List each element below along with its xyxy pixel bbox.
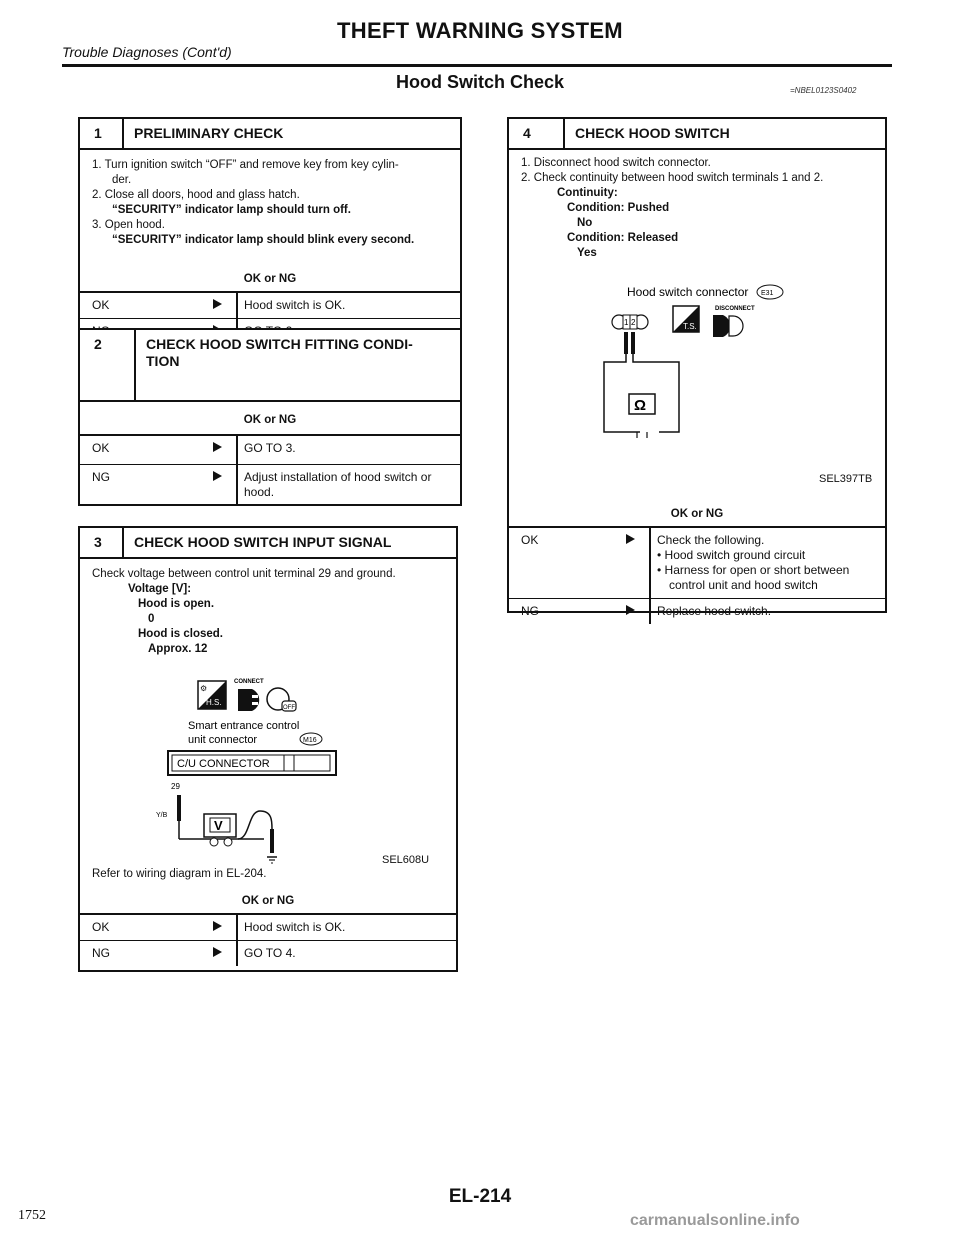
step-title-line: TION [146, 353, 180, 369]
instruction-line: Condition: Pushed [567, 202, 670, 214]
ng-row [509, 599, 885, 624]
tester-icon [198, 681, 226, 709]
connector-plug-icon [234, 679, 264, 711]
step-3-header [80, 528, 456, 559]
ng-result: Replace hood switch. [649, 599, 885, 624]
pin-number: 2 [631, 318, 636, 327]
ignition-off-icon [267, 688, 296, 711]
ok-or-ng-label: OK or NG [80, 883, 456, 915]
sheet-number: 1752 [18, 1208, 46, 1223]
tester-icon [673, 306, 699, 332]
step-4-box [507, 117, 887, 618]
ng-result-line: Adjust installation of hood switch or [244, 470, 432, 484]
ts-label: T.S. [683, 322, 697, 331]
ok-result [649, 528, 885, 598]
figure-ref: SEL608U [382, 854, 430, 866]
ok-or-ng-label: OK or NG [80, 269, 460, 293]
instruction-line: Voltage [V]: [128, 583, 192, 595]
connect-label: CONNECT [234, 679, 264, 685]
instruction-line: 2. Check continuity between hood switch terminals 1 and 2. [521, 172, 824, 184]
connector-code: M16 [303, 737, 317, 744]
instruction-line: der. [112, 174, 132, 186]
instruction-line: Yes [577, 247, 597, 259]
section-heading: Hood Switch Check [395, 72, 565, 92]
step-title: PRELIMINARY CHECK [134, 125, 284, 141]
instruction-line: 1. Disconnect hood switch connector. [521, 157, 711, 169]
instruction-line: 2. Close all doors, hood and glass hatch. [92, 189, 300, 201]
ng-result: GO TO 4. [236, 941, 456, 966]
instruction-line: Hood is closed. [138, 628, 223, 640]
instruction-line: 0 [148, 613, 155, 625]
ok-row [80, 436, 460, 465]
arrow-right-icon [213, 442, 222, 452]
step-3-box [78, 526, 458, 972]
pin-number: 1 [624, 318, 629, 327]
cu-connector-label: C/U CONNECTOR [177, 758, 270, 770]
ok-result: GO TO 3. [236, 436, 460, 464]
diagram-caption: unit connector [188, 734, 258, 746]
meter-label: Ω [634, 397, 647, 414]
step-title: CHECK HOOD SWITCH [575, 125, 730, 141]
arrow-right-icon [213, 471, 222, 481]
wiring-reference: Refer to wiring diagram in EL-204. [92, 868, 267, 880]
terminal-number: 29 [171, 782, 180, 791]
page-number: EL-214 [448, 1186, 512, 1207]
arrow-right-icon [626, 534, 635, 544]
step-number: 2 [80, 330, 136, 400]
step-number: 3 [80, 528, 124, 557]
step-4-instructions [509, 150, 885, 506]
page-title: THEFT WARNING SYSTEM [337, 18, 623, 43]
instruction-line: “SECURITY” indicator lamp should blink every second. [112, 234, 415, 246]
figure-ref: SEL397TB [819, 473, 873, 485]
svg-text:⚙: ⚙ [200, 684, 208, 693]
ng-result-line: hood. [244, 485, 275, 499]
step-number: 4 [509, 119, 565, 148]
instruction-line: No [577, 217, 593, 229]
ok-result: Hood switch is OK. [236, 915, 456, 940]
continuity-check-diagram [589, 282, 829, 482]
ok-label: OK [521, 533, 539, 547]
instruction-line: Hood is open. [138, 598, 215, 610]
ok-label: OK [92, 441, 110, 455]
hood-switch-connector [612, 315, 648, 329]
watermark: carmanualsonline.info [630, 1212, 800, 1229]
wire-color: Y/B [156, 812, 168, 819]
ok-result: Hood switch is OK. [236, 293, 460, 318]
arrow-right-icon [213, 299, 222, 309]
instruction-line: Condition: Released [567, 232, 679, 244]
instruction-line: Approx. 12 [148, 643, 208, 655]
instruction-line: “SECURITY” indicator lamp should turn off. [112, 204, 351, 216]
step-title-line: CHECK HOOD SWITCH FITTING CONDI- [146, 336, 413, 352]
ok-row [80, 915, 456, 941]
ok-or-ng-label: OK or NG [80, 402, 460, 436]
instruction-line: Continuity: [557, 187, 618, 199]
step-number: 1 [80, 119, 124, 148]
diagram-caption: Hood switch connector [627, 285, 749, 299]
ok-row [80, 293, 460, 319]
arrow-right-icon [213, 921, 222, 931]
diagram-caption: Smart entrance control [188, 720, 300, 732]
ok-or-ng-label: OK or NG [509, 506, 885, 528]
ng-label: NG [92, 470, 110, 484]
ng-row [80, 465, 460, 505]
step-1-box [78, 117, 462, 331]
meter-label: V [214, 818, 223, 833]
header-divider [62, 64, 892, 67]
reference-code: =NBEL0123S0402 [790, 86, 857, 95]
ng-result [236, 465, 460, 505]
section-subtitle: Trouble Diagnoses (Cont'd) [62, 44, 232, 60]
step-1-header [80, 119, 460, 150]
instruction-line: 1. Turn ignition switch “OFF” and remove key from key cylin- [92, 159, 399, 171]
step-4-header [509, 119, 885, 150]
ok-result-head: Check the following. [657, 533, 765, 547]
step-1-instructions [80, 150, 460, 269]
step-2-header [80, 330, 460, 402]
arrow-right-icon [213, 947, 222, 957]
instruction-line: 3. Open hood. [92, 219, 165, 231]
disconnect-label: DISCONNECT [715, 306, 755, 312]
ok-result-item: • Hood switch ground circuit [657, 548, 806, 562]
hs-label: H.S. [206, 698, 222, 707]
step-title: CHECK HOOD SWITCH INPUT SIGNAL [134, 534, 392, 550]
off-label: OFF [283, 705, 295, 711]
disconnect-plug-icon [713, 306, 755, 337]
ng-row [80, 941, 456, 966]
instruction-line: Check voltage between control unit terminal 29 and ground. [92, 568, 396, 580]
connector-code: E31 [761, 290, 774, 297]
ng-label: NG [521, 604, 539, 618]
step-3-instructions [80, 559, 456, 883]
ng-label: NG [92, 946, 110, 960]
ok-label: OK [92, 920, 110, 934]
voltage-check-diagram [140, 671, 440, 871]
ok-label: OK [92, 298, 110, 312]
ok-result-item: • Harness for open or short between [657, 563, 850, 577]
ok-result-item: control unit and hood switch [669, 578, 818, 592]
arrow-right-icon [626, 605, 635, 615]
ok-row [509, 528, 885, 599]
step-title [136, 330, 423, 400]
step-2-box [78, 328, 462, 506]
